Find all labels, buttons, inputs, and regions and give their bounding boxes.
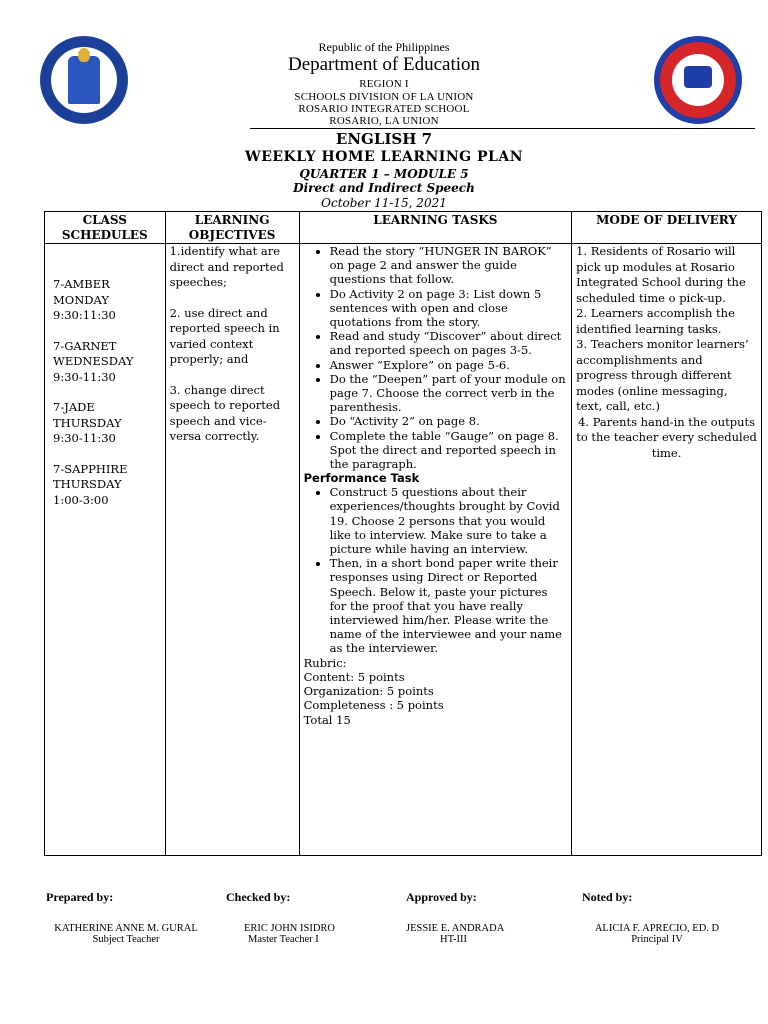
objectives-cell: [165, 244, 299, 856]
performance-task-list: [304, 485, 568, 655]
signatory-role: Checked by:: [226, 890, 291, 904]
rubric-line: Organization: 5 points: [303, 684, 434, 699]
schedule-item: 7-SAPPHIRE THURSDAY 1:00-3:00: [53, 461, 128, 507]
delivery-item: 3. Teachers monitor learners’ accomplishments and progress through different modes (online messaging, text, call, etc.): [576, 337, 749, 413]
objective-item: 1.identify what are direct and reported speeches;: [169, 244, 284, 289]
signatory-role: Approved by:: [406, 890, 477, 904]
table-header-row: [45, 212, 762, 244]
rubric: [304, 656, 568, 727]
list-item: • Do the “Deepen” part of your module on page 7. Choose the correct verb in the parenthesis.: [330, 372, 568, 415]
header-class-schedules: CLASS SCHEDULES: [45, 212, 166, 244]
table-row: [45, 244, 762, 856]
header-republic: Republic of the Philippines: [318, 40, 450, 54]
signatory-position: Subject Teacher: [92, 934, 160, 945]
plan-title: WEEKLY HOME LEARNING PLAN: [244, 149, 524, 165]
date-title: October 11-15, 2021: [321, 196, 447, 210]
signatory-prepared: [46, 890, 206, 945]
list-item: • Do Activity 2 on page 3: List down 5 sentences with open and close quotations from the story.: [330, 287, 568, 330]
list-item: • Construct 5 questions about their experiences/thoughts brought by Covid 19. Choose 2 persons that you would like to interview. Make sure to take a picture while having an interview.: [330, 485, 568, 556]
rubric-line: Total 15: [303, 712, 351, 727]
list-item: • Read and study “Discover” about direct and reported speech on pages 3-5.: [330, 329, 568, 357]
signatory-name: KATHERINE ANNE M. GURAL: [54, 923, 198, 934]
performance-task-title: Performance Task: [303, 471, 420, 486]
signatory-name: ALICIA F. APRECIO, ED. D: [594, 923, 720, 934]
rubric-line: Completeness : 5 points: [303, 698, 444, 713]
quarter-title: QUARTER 1 – MODULE 5: [299, 167, 469, 181]
subject-title: ENGLISH 7: [335, 130, 433, 148]
header-learning-objectives: LEARNING OBJECTIVES: [165, 212, 299, 244]
signatory-role: Noted by:: [582, 890, 633, 904]
delivery-item: 1. Residents of Rosario will pick up modules at Rosario Integrated School during the scheduled time o pick-up.: [576, 244, 746, 305]
signatory-position: Principal IV: [631, 934, 683, 945]
topic-title: Direct and Indirect Speech: [293, 181, 475, 195]
schedule-item: 7-AMBER MONDAY 9:30:11:30: [53, 277, 116, 322]
header-school: ROSARIO INTEGRATED SCHOOL: [298, 103, 470, 115]
delivery-cell: [572, 244, 762, 856]
header-divider: [250, 128, 755, 129]
signatory-role: Prepared by:: [46, 890, 114, 904]
signatory-noted: [582, 890, 732, 945]
learning-plan-table: [44, 211, 762, 856]
objective-item: 2. use direct and reported speech in varied context properly; and: [169, 305, 280, 366]
rubric-line: Rubric:: [303, 655, 347, 670]
task-list: [304, 244, 568, 471]
rubric-line: Content: 5 points: [303, 669, 405, 684]
schedules-cell: [45, 244, 166, 856]
header-division: SCHOOLS DIVISION OF LA UNION: [294, 91, 474, 103]
signatory-position: HT-III: [440, 934, 468, 945]
header-department: Department of Education: [287, 54, 481, 75]
objective-item: 3. change direct speech to reported speech and vice-versa correctly.: [169, 382, 281, 443]
delivery-item: 2. Learners accomplish the identified learning tasks.: [576, 306, 735, 336]
header-region: REGION I: [359, 78, 409, 90]
signatory-approved: [406, 890, 546, 945]
schedule-item: 7-GARNET WEDNESDAY 9:30-11:30: [53, 338, 134, 384]
signatory-checked: [226, 890, 386, 945]
list-item: • Read the story “HUNGER IN BAROK” on page 2 and answer the guide questions that follow.: [330, 244, 568, 287]
list-item: • Complete the table “Gauge” on page 8. Spot the direct and reported speech in the paragraph.: [330, 429, 568, 472]
list-item: • Do “Activity 2” on page 8.: [330, 414, 568, 428]
header-learning-tasks: LEARNING TASKS: [299, 212, 572, 244]
signatory-position: Master Teacher I: [248, 934, 319, 945]
signatory-name: ERIC JOHN ISIDRO: [244, 923, 336, 934]
tasks-cell: [299, 244, 572, 856]
header-location: ROSARIO, LA UNION: [329, 115, 439, 127]
schedule-item: 7-JADE THURSDAY 9:30-11:30: [53, 400, 122, 445]
delivery-item: 4. Parents hand-in the outputs to the teacher every scheduled time.: [576, 414, 757, 460]
signatory-name: JESSIE E. ANDRADA: [406, 923, 505, 934]
list-item: • Then, in a short bond paper write their responses using Direct or Reported Speech. Below it, paste your pictures for the proof that you have really interviewed him/her. Please write the name of the interviewee and your name as the interviewer.: [330, 556, 568, 655]
header-mode-of-delivery: MODE OF DELIVERY: [572, 212, 762, 244]
list-item: • Answer “Explore” on page 5-6.: [330, 358, 568, 372]
